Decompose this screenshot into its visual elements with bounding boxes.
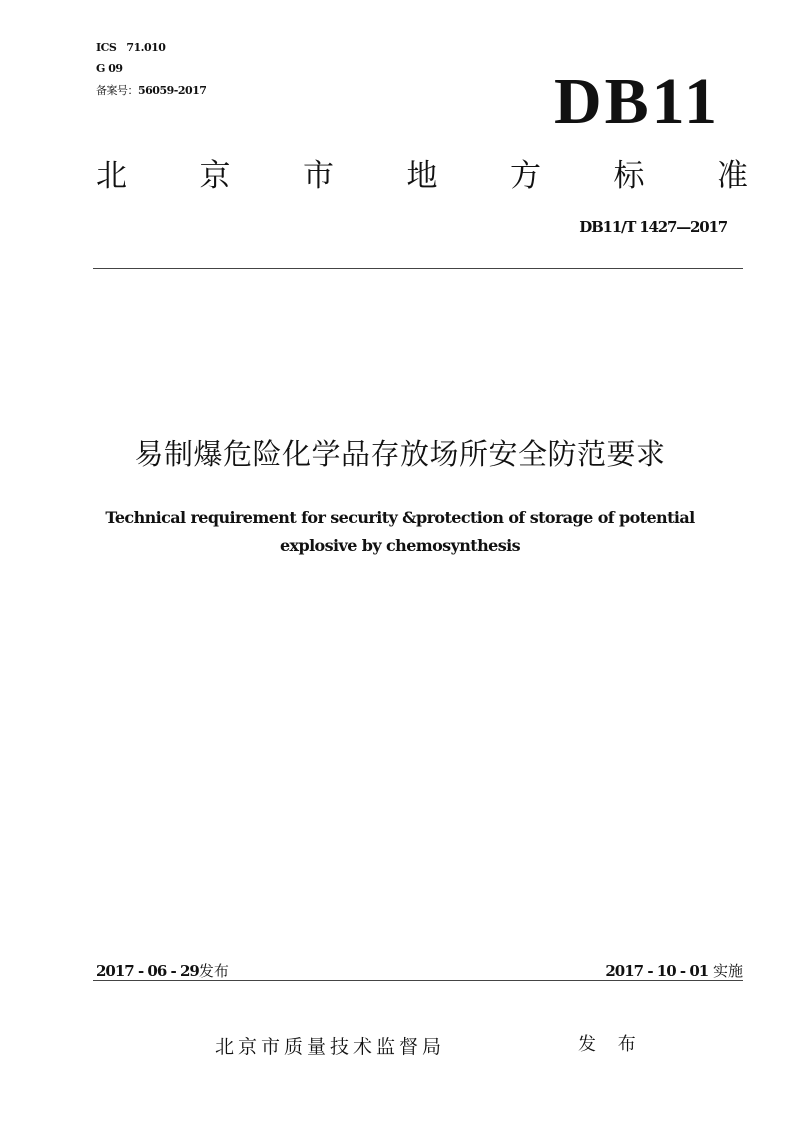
filing-value: 56059-2017 [138, 84, 207, 97]
ics-value: 71.010 [126, 41, 166, 54]
title-char: 地 [406, 158, 438, 194]
publish-date-value: 2017 - 06 - 29 [96, 962, 199, 980]
title-char: 准 [717, 158, 748, 194]
standard-type-title [96, 156, 748, 196]
title-char: 标 [613, 158, 645, 194]
bottom-divider [93, 980, 743, 981]
issue-label: 发 布 [578, 1034, 644, 1055]
title-char: 京 [199, 158, 231, 194]
publish-date-word: 发布 [198, 962, 229, 980]
title-char: 北 [96, 158, 127, 194]
top-divider [93, 268, 743, 269]
standard-number: DB11/T 1427—2017 [579, 218, 727, 236]
implement-date [605, 960, 743, 981]
title-char: 方 [510, 158, 541, 194]
title-char: 市 [303, 158, 334, 194]
implement-date-word: 实施 [712, 962, 743, 980]
implement-date-value: 2017 - 10 - 01 [605, 962, 709, 980]
document-title-en [40, 504, 760, 560]
publish-date [96, 960, 229, 981]
ccs-code: G 09 [96, 62, 123, 75]
standard-code-logo: DB11 [553, 65, 720, 138]
filing-label: 备案号： [96, 84, 138, 97]
issuing-authority: 北京市质量技术监督局 [215, 1036, 446, 1058]
ics-label: ICS [96, 41, 117, 54]
filing-number [96, 84, 206, 98]
title-en-line-1: Technical requirement for security &protection of storage of potential [105, 508, 695, 527]
ics-code [96, 41, 165, 55]
title-en-line-2: explosive by chemosynthesis [279, 536, 521, 555]
document-title-cn: 易制爆危险化学品存放场所安全防范要求 [134, 437, 666, 471]
